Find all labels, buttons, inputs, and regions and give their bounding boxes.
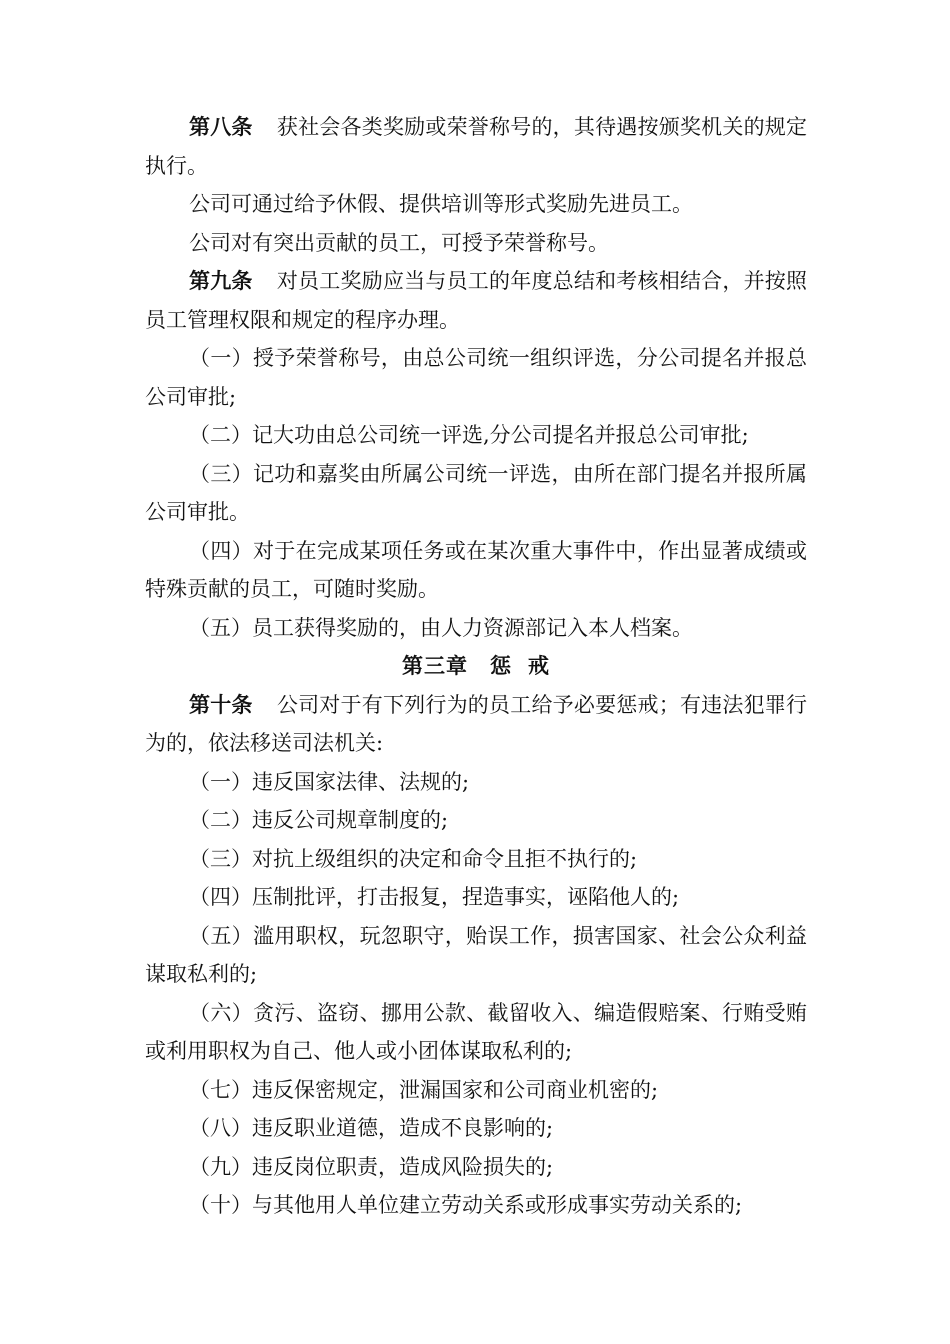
chapter-title-char: 惩 bbox=[490, 654, 512, 678]
list-item: （四）压制批评，打击报复，捏造事实，诬陷他人的; bbox=[189, 885, 680, 909]
list-item: （四）对于在完成某项任务或在某次重大事件中，作出显著成绩或特殊贡献的员工，可随时奖励。 bbox=[145, 538, 807, 601]
article-label: 第九条 bbox=[189, 269, 253, 293]
article-text: 公司对于有下列行为的员工给予必要惩戒；有违法犯罪行为的，依法移送司法机关: bbox=[145, 692, 808, 755]
chapter-heading bbox=[145, 647, 807, 686]
chapter-title-char: 戒 bbox=[528, 654, 550, 678]
list-item: （一）授予荣誉称号，由总公司统一组织评选，分公司提名并报总公司审批; bbox=[145, 346, 807, 409]
list-item: （五）员工获得奖励的，由人力资源部记入本人档案。 bbox=[189, 615, 693, 640]
article-label: 第十条 bbox=[189, 692, 253, 717]
document-body bbox=[145, 108, 807, 1225]
article-text: 获社会各类奖励或荣誉称号的，其待遇按颁奖机关的规定执行。 bbox=[145, 115, 808, 178]
list-item: （二）违反公司规章制度的; bbox=[189, 808, 449, 832]
list-item: （八）违反职业道德，造成不良影响的; bbox=[189, 1116, 554, 1140]
paragraph: 公司可通过给予休假、提供培训等形式奖励先进员工。 bbox=[189, 192, 693, 216]
article-10 bbox=[145, 686, 807, 763]
chapter-number: 第三章 bbox=[402, 654, 468, 678]
list-item: （五）滥用职权，玩忽职守，贻误工作，损害国家、社会公众利益谋取私利的; bbox=[145, 923, 807, 986]
list-item: （三）对抗上级组织的决定和命令且拒不执行的; bbox=[189, 846, 638, 871]
paragraph: 公司对有突出贡献的员工，可授予荣誉称号。 bbox=[189, 230, 609, 255]
list-item: （九）违反岗位职责，造成风险损失的; bbox=[189, 1154, 554, 1179]
list-item: （六）贪污、盗窃、挪用公款、截留收入、编造假赔案、行贿受贿或利用职权为自己、他人或小团体谋取私利的; bbox=[145, 1000, 807, 1063]
article-label: 第八条 bbox=[189, 115, 253, 139]
list-item: （十）与其他用人单位建立劳动关系或形成事实劳动关系的; bbox=[189, 1193, 743, 1217]
article-9 bbox=[145, 262, 807, 339]
article-text: 对员工奖励应当与员工的年度总结和考核相结合，并按照员工管理权限和规定的程序办理。 bbox=[145, 269, 808, 332]
list-item: （二）记大功由总公司统一评选,分公司提名并报总公司审批; bbox=[189, 423, 749, 447]
list-item: （一）违反国家法律、法规的; bbox=[189, 769, 470, 794]
article-8 bbox=[145, 108, 807, 185]
list-item: （三）记功和嘉奖由所属公司统一评选，由所在部门提名并报所属公司审批。 bbox=[145, 461, 807, 524]
list-item: （七）违反保密规定，泄漏国家和公司商业机密的; bbox=[189, 1077, 659, 1102]
